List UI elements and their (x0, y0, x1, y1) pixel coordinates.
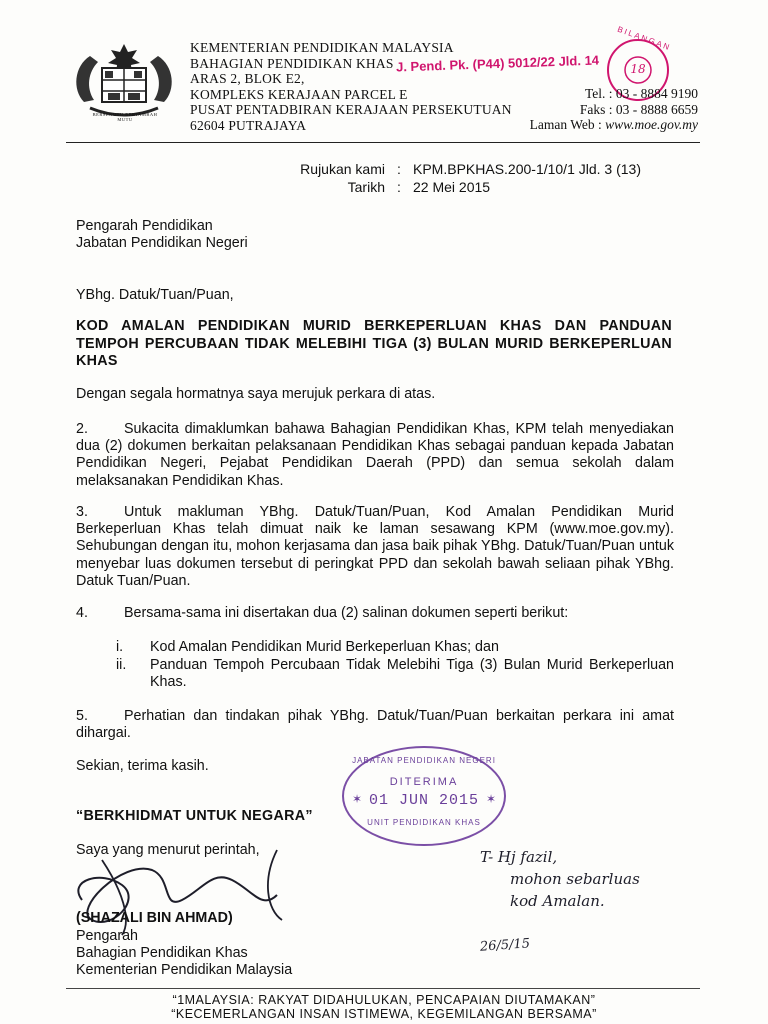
handwritten-date: 26/5/15 (479, 936, 531, 955)
stamp-bottom-text: UNIT PENDIDIKAN KHAS (367, 818, 481, 827)
letterhead-line: PUSAT PENTADBIRAN KERAJAAN PERSEKUTUAN (190, 102, 512, 118)
paragraph-3 (76, 504, 674, 590)
star-icon: ✶ (352, 792, 363, 806)
handwritten-note (480, 846, 640, 912)
signatory-title (76, 928, 674, 979)
paragraph-4 (76, 605, 674, 622)
signatory-name: (SHAZALI BIN AHMAD) (76, 910, 233, 926)
list-numeral: i. (116, 639, 124, 655)
letterhead-line: KEMENTERIAN PENDIDIKAN MALAYSIA (190, 40, 454, 55)
telephone: Tel. : 03 - 8884 9190 (584, 86, 698, 101)
signatory-line: Kementerian Pendidikan Malaysia (76, 962, 293, 978)
tarikh-label: Tarikh (347, 179, 385, 195)
paragraph-number: 4. (76, 605, 88, 621)
stamp-top-text: JABATAN PENDIDIKAN NEGERI (352, 756, 496, 765)
addressee (76, 218, 674, 252)
list-item (116, 657, 674, 691)
letterhead-line: 62604 PUTRAJAYA (190, 117, 307, 133)
footer-divider (66, 988, 700, 989)
footer-slogan (0, 993, 768, 1021)
footer-line: “KECEMERLANGAN INSAN ISTIMEWA, KEGEMILANGAN BERSAMA” (171, 1007, 597, 1021)
bilangan-label: BILANGAN (616, 24, 673, 53)
addressee-line: Jabatan Pendidikan Negeri (76, 235, 248, 252)
letterhead-line: BAHAGIAN PENDIDIKAN KHAS (190, 55, 394, 71)
footer-line: “1MALAYSIA: RAKYAT DIDAHULUKAN, PENCAPAIAN DIUTAMAKAN” (172, 993, 596, 1007)
paragraph-text: Untuk makluman YBhg. Datuk/Tuan/Puan, Kod Amalan Pendidikan Murid Berkeperluan Khas telah dimuat naik ke laman sesawang KPM (www.moe.gov.my). Sehubungan dengan itu, mohon kerjasama dan jasa baik pihak YBhg. Datuk/Tuan/Puan untuk menyebar luas dokumen tersebut di peringkat PPD dan sekolah bawah seliaan pihak YBhg. Datuk Tuan/Puan. (76, 504, 674, 589)
website-url[interactable]: www.moe.gov.my (605, 117, 698, 133)
list-numeral: ii. (116, 657, 127, 673)
received-stamp (342, 746, 506, 846)
crest-motto: BERSEKUTU BERTAMBAH MUTU (92, 112, 158, 122)
paragraph-text: Bersama-sama ini disertakan dua (2) salinan dokumen seperti berikut: (124, 605, 569, 621)
rujukan-value: KPM.BPKHAS.200-1/10/1 Jld. 3 (13) (413, 161, 641, 177)
paragraph-text: Perhatian dan tindakan pihak YBhg. Datuk/Tuan/Puan berkaitan perkara ini amat dihargai. (76, 708, 674, 742)
separator: : (397, 161, 401, 177)
salutation: YBhg. Datuk/Tuan/Puan, (76, 287, 234, 303)
coat-of-arms-logo (64, 42, 184, 124)
handwritten-note-line: kod Amalan. (510, 892, 605, 910)
bilangan-number: 18 (630, 62, 646, 76)
paragraph-text: Sukacita dimaklumkan bahawa Bahagian Pendidikan Khas, KPM telah menyediakan dua (2) dokumen berkaitan pelaksanaan Pendidikan Khas sebagai panduan kepada Jabatan Pendidikan Negeri, Pejabat Pendidikan Daerah (PPD) dan semua sekolah dalam melaksanakan Pendidikan Khas. (76, 421, 674, 489)
signatory-line: Pengarah (76, 928, 139, 944)
star-icon: ✶ (485, 792, 496, 806)
website (530, 117, 698, 133)
letterhead-line: ARAS 2, BLOK E2, (190, 71, 305, 87)
letterhead-address (190, 40, 512, 134)
paragraph-number: 5. (76, 708, 88, 724)
handwritten-note-line: T- Hj fazil, (480, 848, 558, 866)
separator: : (397, 179, 401, 195)
motto: “BERKHIDMAT UNTUK NEGARA” (76, 808, 313, 824)
handwritten-file-reference: J. Pend. Pk. (P44) 5012/22 Jld. 14 (395, 52, 600, 75)
handwritten-note-line: mohon sebarluas (510, 870, 640, 888)
header-divider (66, 142, 700, 143)
stamp-mid-text: DITERIMA (389, 776, 459, 788)
rujukan-label: Rujukan kami (300, 161, 385, 177)
stamp-date: 01 JUN 2015 (368, 792, 480, 809)
saya-line: Saya yang menurut perintah, (76, 842, 260, 858)
signatory-line: Bahagian Pendidikan Khas (76, 945, 248, 961)
letterhead-line: KOMPLEKS KERAJAAN PARCEL E (190, 86, 408, 102)
website-label: Laman Web : (529, 117, 602, 133)
paragraph-number: 3. (76, 504, 88, 520)
subject-heading: KOD AMALAN PENDIDIKAN MURID BERKEPERLUAN KHAS DAN PANDUAN TEMPOH PERCUBAAN TIDAK MELEBIHI TIGA (3) BULAN MURID BERKEPERLUAN KHAS (76, 318, 672, 370)
paragraph-5 (76, 708, 674, 742)
opening-line: Dengan segala hormatnya saya merujuk perkara di atas. (76, 386, 436, 402)
tarikh-value: 22 Mei 2015 (413, 179, 491, 195)
list-item (116, 639, 676, 656)
fax: Faks : 03 - 8888 6659 (579, 101, 698, 117)
contact-info (530, 86, 698, 133)
paragraph-2 (76, 421, 674, 490)
list-text: Panduan Tempoh Percubaan Tidak Melebihi Tiga (3) Bulan Murid Berkeperluan Khas. (150, 657, 674, 691)
closing: Sekian, terima kasih. (76, 758, 209, 774)
list-text: Kod Amalan Pendidikan Murid Berkeperluan Khas; dan (150, 639, 499, 655)
reference-block (287, 160, 641, 196)
addressee-line: Pengarah Pendidikan (76, 218, 213, 234)
paragraph-number: 2. (76, 421, 88, 437)
